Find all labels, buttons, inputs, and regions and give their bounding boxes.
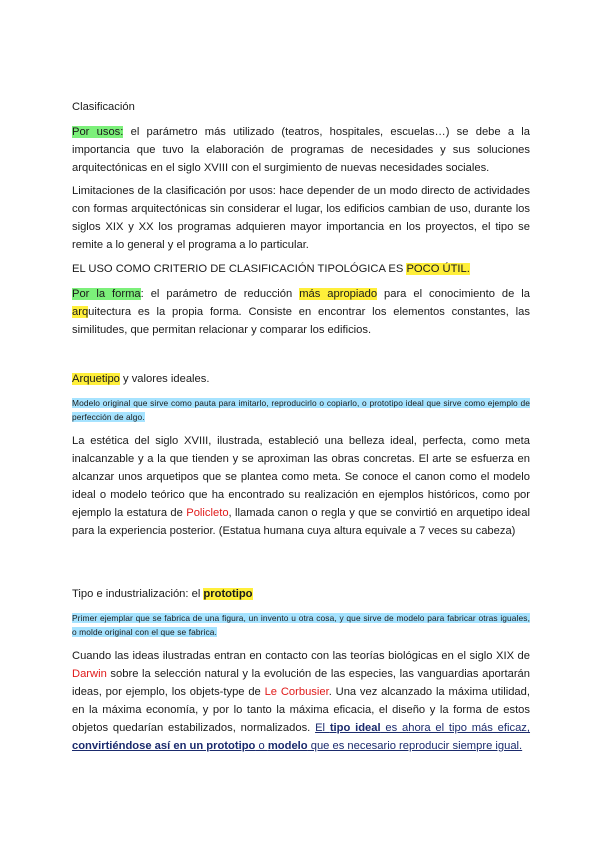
underlined-modelo: modelo [267,740,308,752]
name-darwin: Darwin [72,668,107,680]
text-limitaciones: Limitaciones de la clasificación por usos: hace depender de un modo directo de actividades con formas arquitectónicas sin considerar el lugar, los edificios cambian de uso, durante los siglos XIX y XX los programas adquieren mayor importancia en los proyectos, el tipo se remite a lo general y el programa a lo particular. [72,185,530,251]
paragraph-estetica [72,432,530,540]
text-forma-c: uitectura es la propia forma. Consiste en encontrar los elementos constantes, las similitudes, que permitan relacionar y comparar los edificios. [72,306,530,336]
paragraph-uso-criterio [72,260,530,278]
paragraph-por-usos [72,123,530,177]
text-forma-a: : el parámetro de reducción [140,288,300,300]
text-estetica-b: , llamada canon o regla y que se convirtió en arquetipo ideal para la experiencia posterior. (Estatua humana cuya altura equivale a 7 veces su cabeza) [72,507,530,537]
text-por-usos: el parámetro más utilizado (teatros, hospitales, escuelas…) se debe a la importancia que tuvo la elaboración de programas de necesidades y sus soluciones arquitectónicas en el siglo XVIII con el surgimiento de nuevas necesidades sociales. [72,126,530,174]
text-forma-b: para el conocimiento de la [377,288,530,300]
heading-arquetipo-text: y valores ideales. [119,373,210,385]
name-policleto: Policleto [186,507,229,519]
paragraph-limitaciones [72,182,530,254]
underlined-convirtiendose: convirtiéndose así en un prototipo [72,740,256,752]
paragraph-ideas-ilustradas [72,647,530,755]
highlight-mas-apropiado: más apropiado [299,288,378,300]
name-le-corbusier: Le Corbusier [264,686,329,698]
definition-arquetipo [72,396,530,424]
heading-clasificacion [72,98,530,116]
underlined-reproducir: que es necesario reproducir siempre igual. [307,740,523,752]
text-ideas-c: . Una vez alcanzado la máxima utilidad, en la máxima economía, y por lo tanto la máxima eficacia, el diseño y la forma de estos objetos quedarían estabilizados, normalizados. [72,686,530,734]
heading-clasificacion-text: Clasificación [72,101,135,113]
text-uso-criterio: EL USO COMO CRITERIO DE CLASIFICACIÓN TIPOLÓGICA ES [72,263,407,275]
text-estetica-a: La estética del siglo XVIII, ilustrada, estableció una belleza ideal, perfecta, como meta inalcanzable y a la que tienden y se aproximan las obras concretas. El arte se esfuerza en alcanzar unos arquetipos que se plantea como meta. Se conoce el canon como el modelo ideal o modelo teórico que ha encontrado su realización en ejemplos históricos, como por ejemplo la estatura de [72,435,530,519]
label-por-la-forma: Por la forma [72,288,141,300]
heading-tipo-industrializacion [72,585,530,603]
underlined-es-ahora: es ahora el tipo más eficaz, [380,722,531,734]
underlined-el: El [315,722,330,734]
highlight-arq: arq [72,306,89,318]
definition-prototipo-text: Primer ejemplar que se fabrica de una figura, un invento u otra cosa, y que sirve de modelo para fabricar otras iguales, o molde original con el que se fabrica. [72,613,530,637]
paragraph-por-la-forma [72,285,530,339]
definition-arquetipo-text: Modelo original que sirve como pauta para imitarlo, reproducirlo o copiarlo, o prototipo ideal que sirve como ejemplo de perfección de algo. [72,398,530,422]
highlight-prototipo: prototipo [203,588,253,600]
underlined-o: o [255,740,268,752]
heading-tipo-text: Tipo e industrialización: el [72,588,204,600]
label-por-usos: Por usos: [72,126,124,138]
text-ideas-a: Cuando las ideas ilustradas entran en contacto con las teorías biológicas en el siglo XIX de [72,650,530,662]
text-ideas-b: sobre la selección natural y la evolución de las especies, las vanguardias aportarán ideas, por ejemplo, los objets-type de [72,668,530,698]
underlined-tipo-ideal: tipo ideal [329,722,381,734]
definition-prototipo [72,611,530,639]
heading-arquetipo [72,370,530,388]
highlight-poco-util: POCO ÚTIL. [406,263,470,275]
highlight-arquetipo: Arquetipo [72,373,120,385]
